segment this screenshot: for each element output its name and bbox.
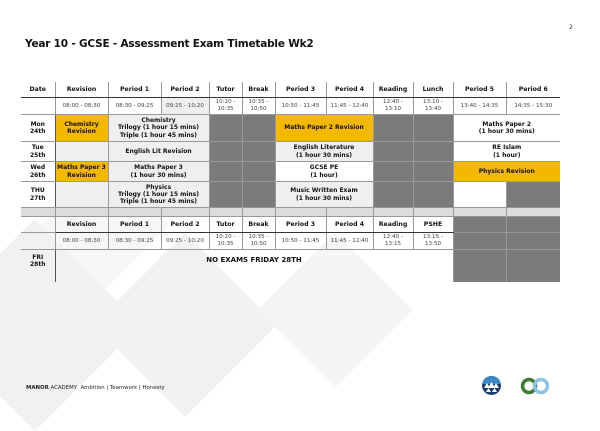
separator-cell <box>453 208 506 217</box>
col-header-period-5: Period 5 <box>453 82 506 98</box>
exam-english-literature: English Literature (1 hour 30 mins) <box>275 142 373 162</box>
day-row-wednesday <box>21 162 560 182</box>
header-row <box>21 82 560 98</box>
col-header-period-1: Period 1 <box>108 82 161 98</box>
time-tutor: 10:20 - 10:35 <box>209 98 242 115</box>
blocked-break <box>242 162 275 182</box>
blocked-break <box>242 115 275 142</box>
separator-row <box>21 208 560 217</box>
col-header-reading: Reading <box>373 217 413 233</box>
day-label: FRI 28th <box>21 250 55 282</box>
time-lunch: 13:10 - 13:40 <box>413 98 453 115</box>
times-row <box>21 98 560 115</box>
col-header-period-2: Period 2 <box>161 217 209 233</box>
separator-cell <box>373 208 413 217</box>
separator-cell <box>21 208 55 217</box>
separator-cell <box>161 208 209 217</box>
revision-slot: Maths Paper 3 Revision <box>55 162 108 182</box>
school-values: Ambition | Teamwork | Honesty <box>80 385 165 391</box>
no-exams-note: NO EXAMS FRIDAY 28TH <box>206 256 302 264</box>
separator-cell <box>108 208 161 217</box>
blocked-lunch <box>413 182 453 208</box>
day-row-tuesday <box>21 142 560 162</box>
blocked-period-6 <box>506 233 560 250</box>
blocked-lunch <box>413 162 453 182</box>
time-blank <box>21 98 55 115</box>
blocked-lunch <box>413 115 453 142</box>
time-period-3: 10:50 - 11:45 <box>275 98 326 115</box>
exam-re-islam: RE Islam (1 hour) <box>453 142 560 162</box>
blocked-reading <box>373 115 413 142</box>
separator-cell <box>209 208 242 217</box>
separator-cell <box>275 208 326 217</box>
revision-slot: Physics Revision <box>453 162 560 182</box>
col-header-break: Break <box>242 217 275 233</box>
exam-timetable <box>21 82 560 282</box>
blocked-reading <box>373 182 413 208</box>
time-break: 10:35 - 10:50 <box>242 233 275 250</box>
revision-slot: Maths Paper 2 Revision <box>275 115 373 142</box>
col-header-revision: Revision <box>55 82 108 98</box>
blocked-period-5 <box>453 250 506 282</box>
blocked-period-5 <box>453 217 506 233</box>
time-period-1: 08:30 - 09:25 <box>108 233 161 250</box>
col-header-period-2: Period 2 <box>161 82 209 98</box>
times-row-friday <box>21 233 560 250</box>
time-period-6: 14:35 - 15:30 <box>506 98 560 115</box>
exam-chemistry: Chemistry Trilogy (1 hour 15 mins) Triple (1 hour 45 mins) <box>108 115 209 142</box>
revision-slot: English Lit Revision <box>108 142 209 162</box>
col-header-period-3: Period 3 <box>275 82 326 98</box>
blocked-tutor <box>209 182 242 208</box>
empty-slot <box>55 182 108 208</box>
col-header-period-4: Period 4 <box>326 82 373 98</box>
time-tutor: 10:20 - 10:35 <box>209 233 242 250</box>
col-header-period-6: Period 6 <box>506 82 560 98</box>
col-header-period-4: Period 4 <box>326 217 373 233</box>
day-row-monday <box>21 115 560 142</box>
time-pshe: 13:15 - 13:50 <box>413 233 453 250</box>
day-label: Tue 25th <box>21 142 55 162</box>
time-reading: 12:40 - 13:10 <box>373 98 413 115</box>
school-name: MANOR <box>26 385 49 391</box>
time-revision: 08:00 - 08:30 <box>55 98 108 115</box>
col-header-lunch: Lunch <box>413 82 453 98</box>
day-label: THU 27th <box>21 182 55 208</box>
blocked-period-6 <box>506 182 560 208</box>
time-break: 10:35 - 10:50 <box>242 98 275 115</box>
col-header-date: Date <box>21 82 55 98</box>
blocked-period-5 <box>453 233 506 250</box>
empty-slot <box>55 142 108 162</box>
blocked-lunch <box>413 142 453 162</box>
blocked-tutor <box>209 115 242 142</box>
col-header-tutor: Tutor <box>209 82 242 98</box>
blank-cell <box>21 217 55 233</box>
school-type: ACADEMY <box>50 385 78 391</box>
day-label: Mon 24th <box>21 115 55 142</box>
col-header-pshe: PSHE <box>413 217 453 233</box>
time-period-4: 11:45 - 12:40 <box>326 98 373 115</box>
separator-cell <box>413 208 453 217</box>
time-period-4: 11:45 - 12:40 <box>326 233 373 250</box>
exam-music-written: Music Written Exam (1 hour 30 mins) <box>275 182 373 208</box>
footer-tagline <box>26 385 165 391</box>
blocked-period-6 <box>506 250 560 282</box>
blocked-break <box>242 142 275 162</box>
separator-cell <box>242 208 275 217</box>
page-title: Year 10 - GCSE - Assessment Exam Timetable Wk2 <box>25 38 314 50</box>
col-header-reading: Reading <box>373 82 413 98</box>
time-period-1: 08:30 - 09:25 <box>108 98 161 115</box>
time-blank <box>21 233 55 250</box>
col-header-revision: Revision <box>55 217 108 233</box>
time-period-2: 09:25 - 10:20 <box>161 233 209 250</box>
exam-physics: Physics Trilogy (1 hour 15 mins) Triple (1 hour 45 mins) <box>108 182 209 208</box>
day-row-friday <box>21 250 560 282</box>
time-period-3: 10:50 - 11:45 <box>275 233 326 250</box>
time-revision: 08:00 - 08:30 <box>55 233 108 250</box>
separator-cell <box>55 208 108 217</box>
manor-academy-logo-icon <box>482 376 501 395</box>
col-header-break: Break <box>242 82 275 98</box>
separator-cell <box>326 208 373 217</box>
exam-maths-paper-3: Maths Paper 3 (1 hour 30 mins) <box>108 162 209 182</box>
blocked-tutor <box>209 142 242 162</box>
blocked-tutor <box>209 162 242 182</box>
blocked-break <box>242 182 275 208</box>
day-row-thursday <box>21 182 560 208</box>
header-row-friday <box>21 217 560 233</box>
col-header-tutor: Tutor <box>209 217 242 233</box>
col-header-period-1: Period 1 <box>108 217 161 233</box>
empty-slot <box>453 182 506 208</box>
trust-infinity-logo-icon <box>518 377 562 395</box>
exam-maths-paper-2: Maths Paper 2 (1 hour 30 mins) <box>453 115 560 142</box>
time-period-2: 09:25 - 10:20 <box>161 98 209 115</box>
time-reading: 12:40 - 13:15 <box>373 233 413 250</box>
time-period-5: 13:40 - 14:35 <box>453 98 506 115</box>
separator-cell <box>506 208 560 217</box>
blocked-period-6 <box>506 217 560 233</box>
revision-slot: Chemistry Revision <box>55 115 108 142</box>
exam-gcse-pe: GCSE PE (1 hour) <box>275 162 373 182</box>
blocked-reading <box>373 142 413 162</box>
col-header-period-3: Period 3 <box>275 217 326 233</box>
day-label: Wed 26th <box>21 162 55 182</box>
page-number: 2 <box>569 24 573 31</box>
blocked-reading <box>373 162 413 182</box>
